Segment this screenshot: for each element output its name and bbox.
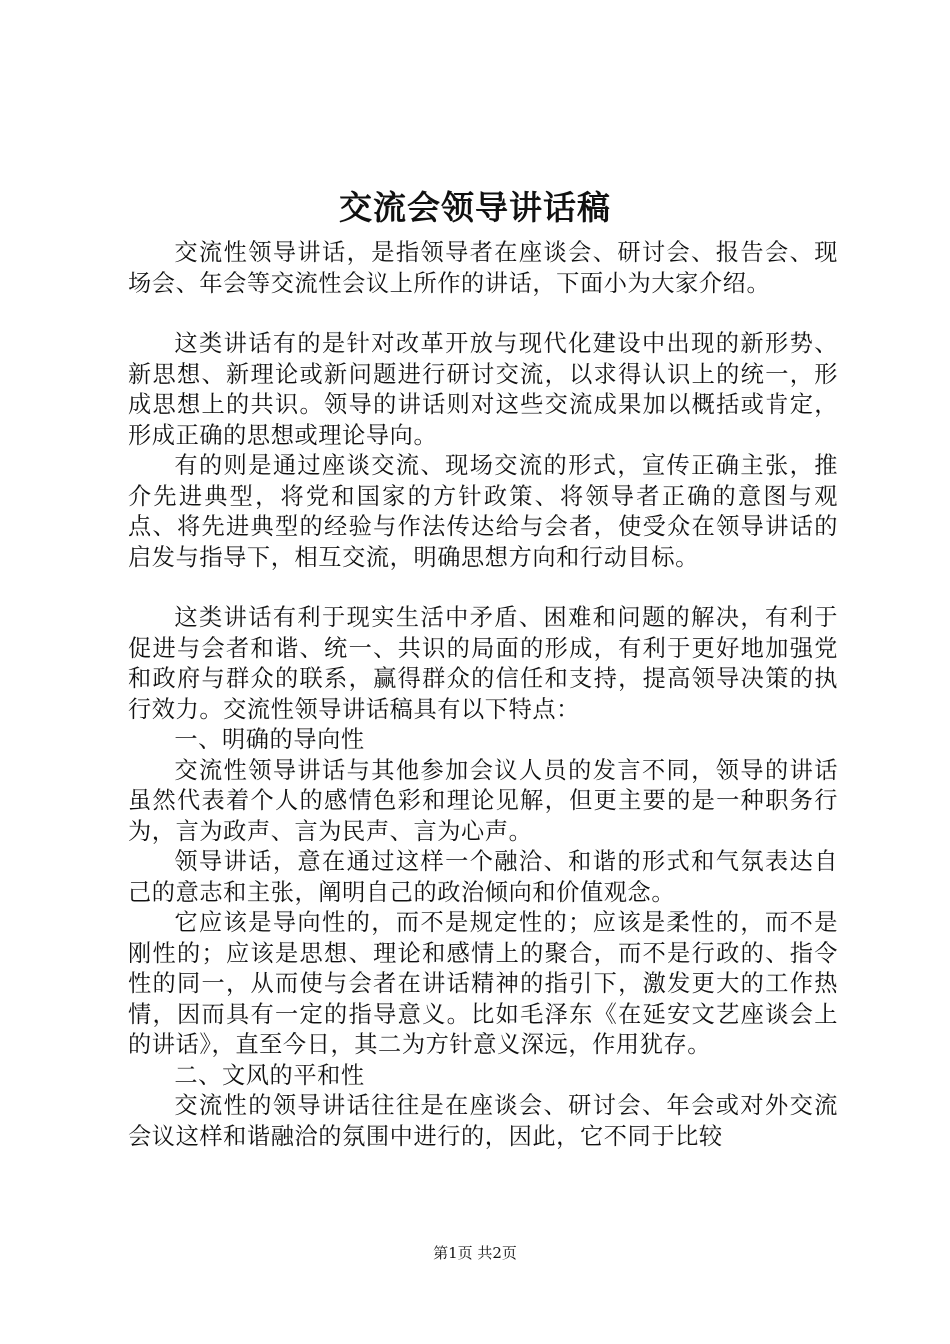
paragraph: 领导讲话，意在通过这样一个融洽、和谐的形式和气氛表达自己的意志和主张，阐明自己的政治倾向和价值观念。 xyxy=(128,848,838,906)
paragraph: 它应该是导向性的，而不是规定性的；应该是柔性的，而不是刚性的；应该是思想、理论和感情上的聚合，而不是行政的、指令性的同一，从而使与会者在讲话精神的指引下，激发更大的工作热情，因而具有一定的指导意义。比如毛泽东《在延安文艺座谈会上的讲话》，直至今日，其二为方针意义深远，作用犹存。 xyxy=(128,909,838,1058)
document-body xyxy=(128,238,838,1152)
document-title: 交流会领导讲话稿 xyxy=(339,188,611,227)
paragraph-intro: 交流性领导讲话，是指领导者在座谈会、研讨会、报告会、现场会、年会等交流性会议上所作的讲话，下面小为大家介绍。 xyxy=(128,239,838,297)
paragraph: 这类讲话有利于现实生活中矛盾、困难和问题的解决，有利于促进与会者和谐、统一、共识的局面的形成，有利于更好地加强党和政府与群众的联系，赢得群众的信任和支持，提高领导决策的执行效力。交流性领导讲话稿具有以下特点： xyxy=(128,604,838,723)
paragraph: 这类讲话有的是针对改革开放与现代化建设中出现的新形势、新思想、新理论或新问题进行研讨交流，以求得认识上的统一，形成思想上的共识。领导的讲话则对这些交流成果加以概括或肯定，形成正确的思想或理论导向。 xyxy=(128,330,838,449)
paragraph: 交流性的领导讲话往往是在座谈会、研讨会、年会或对外交流会议这样和谐融洽的氛围中进行的，因此，它不同于比较 xyxy=(128,1092,838,1150)
page-number-footer: 第1页 共2页 xyxy=(433,1244,517,1262)
section-heading: 二、文风的平和性 xyxy=(174,1061,365,1089)
paragraph: 有的则是通过座谈交流、现场交流的形式，宣传正确主张，推介先进典型，将党和国家的方针政策、将领导者正确的意图与观点、将先进典型的经验与作法传达给与会者，使受众在领导讲话的启发与指导下，相互交流，明确思想方向和行动目标。 xyxy=(128,452,838,571)
section-heading: 一、明确的导向性 xyxy=(174,726,365,753)
paragraph: 交流性领导讲话与其他参加会议人员的发言不同，领导的讲话虽然代表着个人的感情色彩和理论见解，但更主要的是一种职务行为，言为政声、言为民声、言为心声。 xyxy=(128,756,838,845)
